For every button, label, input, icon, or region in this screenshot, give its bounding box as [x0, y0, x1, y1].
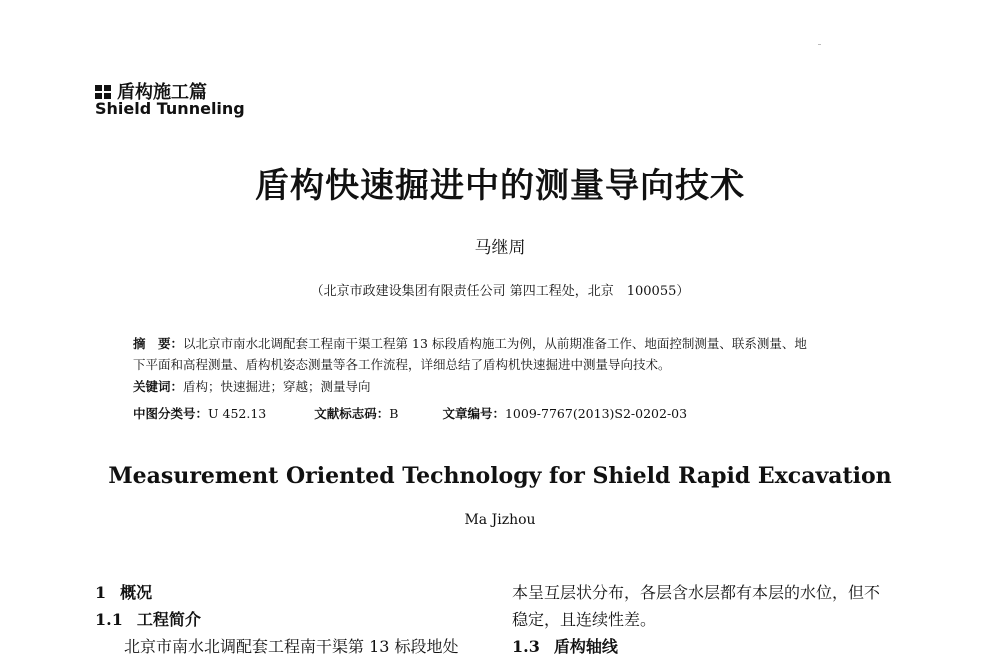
abstract-line-1	[133, 334, 807, 354]
section-1-number: 1	[95, 583, 107, 602]
affiliation-cn: （北京市政建设集团有限责任公司 第四工程处，北京 100055）	[310, 284, 690, 299]
doccode-label: 文献标志码：	[314, 406, 390, 421]
body-paragraph-left: 北京市南水北调配套工程南干渠第 13 标段地处	[124, 637, 459, 656]
section-1-heading	[95, 580, 152, 606]
clc-label: 中图分类号：	[133, 406, 209, 421]
article-title-cn: 盾构快速掘进中的测量导向技术	[255, 166, 745, 206]
keywords-text: 盾构；快速掘进；穿越；测量导向	[183, 379, 371, 394]
article-no-value: 1009-7767(2013)S2-0202-03	[504, 406, 688, 421]
abstract-label: 摘 要：	[133, 336, 184, 351]
article-no-label: 文章编号：	[442, 406, 505, 421]
author-name-en: Ma Jizhou	[464, 512, 536, 528]
section-1-3-title: 盾构轴线	[553, 637, 618, 656]
section-heading-en: Shield Tunneling	[95, 99, 245, 118]
section-1-title: 概况	[120, 583, 153, 602]
section-1-1-number: 1.1	[95, 610, 123, 629]
author-name-cn: 马继周	[474, 238, 526, 258]
doccode-value: B	[389, 406, 399, 421]
keywords-label: 关键词：	[133, 379, 184, 394]
section-label-cn: 盾构施工篇	[117, 82, 207, 103]
abstract-text-1: 以北京市南水北调配套工程南干渠工程第 13 标段盾构施工为例，从前期准备工作、地面控制测量、联系测量、地	[183, 336, 807, 351]
classification-line	[133, 404, 687, 424]
article-title-en: Measurement Oriented Technology for Shield Rapid Excavation	[108, 463, 892, 489]
section-block-icon	[95, 85, 112, 99]
scan-speck	[818, 44, 821, 45]
section-1-3-heading	[512, 634, 618, 660]
section-1-1-heading	[95, 607, 201, 633]
abstract-line-2: 下平面和高程测量、盾构机姿态测量等各工作流程，详细总结了盾构机快速掘进中测量导向技术。	[133, 357, 671, 372]
section-1-1-title: 工程简介	[136, 610, 201, 629]
clc-value: U 452.13	[208, 406, 267, 421]
body-paragraph-right-1: 本呈互层状分布，各层含水层都有本层的水位，但不	[512, 583, 881, 602]
section-1-3-number: 1.3	[512, 637, 540, 656]
keywords-line	[133, 377, 371, 397]
body-paragraph-right-2: 稳定，且连续性差。	[512, 610, 657, 629]
